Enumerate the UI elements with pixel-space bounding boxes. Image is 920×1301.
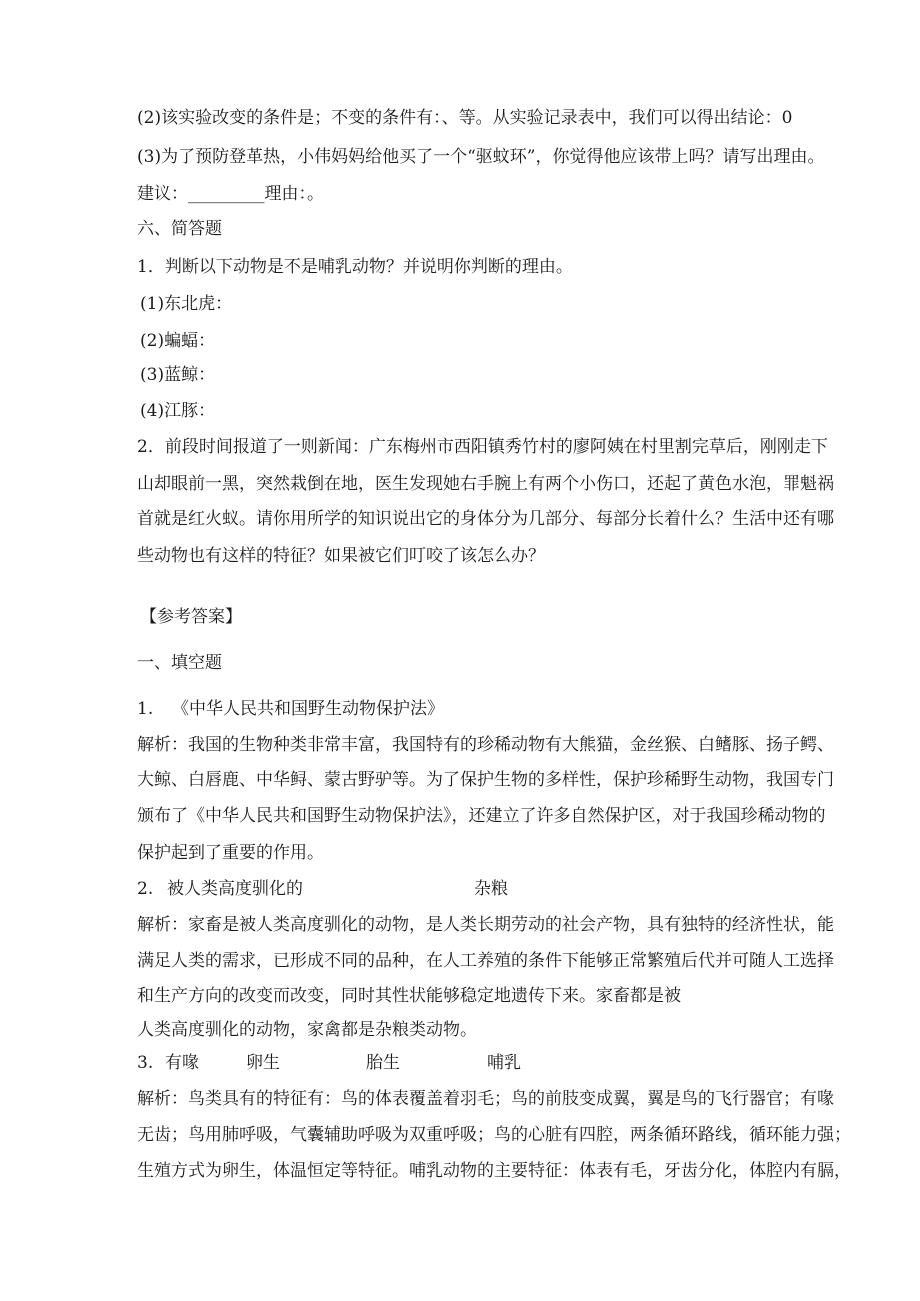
question-5-3-answer: 建议：_________理由：。 <box>137 184 324 204</box>
question-6-1-sub: (2)蝙蝠： <box>140 331 216 351</box>
answer-2-analysis-line: 解析：家畜是被人类高度驯化的动物，是人类长期劳动的社会产物，具有独特的经济性状，能 <box>137 915 834 935</box>
question-6-2-line: 山却眼前一黑，突然栽倒在地，医生发现她右手腕上有两个小伤口，还起了黄色水泡，罪魁祸 <box>137 474 834 494</box>
answer-1-analysis-line: 保护起到了重要的作用。 <box>137 843 324 863</box>
section-six-title: 六、简答题 <box>137 219 222 239</box>
question-6-2-line: 2．前段时间报道了一则新闻：广东梅州市西阳镇秀竹村的廖阿姨在村里割完草后，刚刚走下 <box>137 437 828 457</box>
answer-3-analysis-line: 生殖方式为卵生，体温恒定等特征。哺乳动物的主要特征：体表有毛，牙齿分化，体腔内有膈， <box>137 1161 851 1181</box>
question-6-1-sub: (4)江豚： <box>140 401 216 421</box>
answer-2-blank-2: 杂粮 <box>474 879 508 899</box>
question-6-1-sub: (1)东北虎： <box>140 294 233 314</box>
answer-1-analysis-line: 颁布了《中华人民共和国野生动物保护法》，还建立了许多自然保护区，对于我国珍稀动物的 <box>137 806 826 826</box>
answers-section-one-title: 一、填空题 <box>137 653 222 673</box>
question-6-1: 1．判断以下动物是不是哺乳动物？并说明你判断的理由。 <box>137 257 573 277</box>
answer-3-blank: 有喙 <box>165 1053 199 1073</box>
answer-1-analysis-line: 大鲸、白唇鹿、中华鲟、蒙古野驴等。为了保护生物的多样性，保护珍稀野生动物，我国专门 <box>137 770 834 790</box>
question-5-2: (2)该实验改变的条件是；不变的条件有：、等。从实验记录表中，我们可以得出结论：0 <box>137 108 793 128</box>
answer-2-analysis-line: 满足人类的需求，已形成不同的品种，在人工养殖的条件下能够正常繁殖后代并可随人工选择 <box>137 951 834 971</box>
answer-1-text: 《中华人民共和国野生动物保护法》 <box>172 699 444 719</box>
answer-3-number: 3. <box>137 1053 154 1073</box>
answer-2-number: 2. <box>137 879 154 899</box>
answer-3-analysis-line: 无齿；鸟用肺呼吸，气囊辅助呼吸为双重呼吸；鸟的心脏有四腔，两条循环路线，循环能力强； <box>137 1125 851 1145</box>
answer-1-analysis-line: 解析：我国的生物种类非常丰富，我国特有的珍稀动物有大熊猫，金丝猴、白鳍豚、扬子鳄、 <box>137 735 834 755</box>
answer-3-blank: 胎生 <box>366 1053 400 1073</box>
answer-2-analysis-line: 人类高度驯化的动物，家禽都是杂粮类动物。 <box>137 1020 477 1040</box>
answers-heading: 【参考答案】 <box>140 607 242 627</box>
question-6-2-line: 些动物也有这样的特征？如果被它们叮咬了该怎么办？ <box>137 546 545 566</box>
answer-2-blank-1: 被人类高度驯化的 <box>167 879 303 899</box>
answer-3-analysis-line: 解析：鸟类具有的特征有：鸟的体表覆盖着羽毛；鸟的前肢变成翼，翼是鸟的飞行器官；有喙 <box>137 1089 834 1109</box>
answer-2-analysis-line: 和生产方向的改变而改变，同时其性状能够稳定地遗传下来。家畜都是被 <box>137 986 681 1006</box>
answer-3-blank: 哺乳 <box>487 1053 521 1073</box>
answer-1-number: 1. <box>137 699 154 719</box>
question-6-1-sub: (3)蓝鲸： <box>140 365 216 385</box>
question-6-2-line: 首就是红火蚁。请你用所学的知识说出它的身体分为几部分、每部分长着什么？生活中还有哪 <box>137 509 834 529</box>
answer-3-blank: 卵生 <box>246 1053 280 1073</box>
question-5-3: (3)为了预防登革热，小伟妈妈给他买了一个“驱蚊环”，你觉得他应该带上吗？请写出理由。 <box>137 147 825 167</box>
